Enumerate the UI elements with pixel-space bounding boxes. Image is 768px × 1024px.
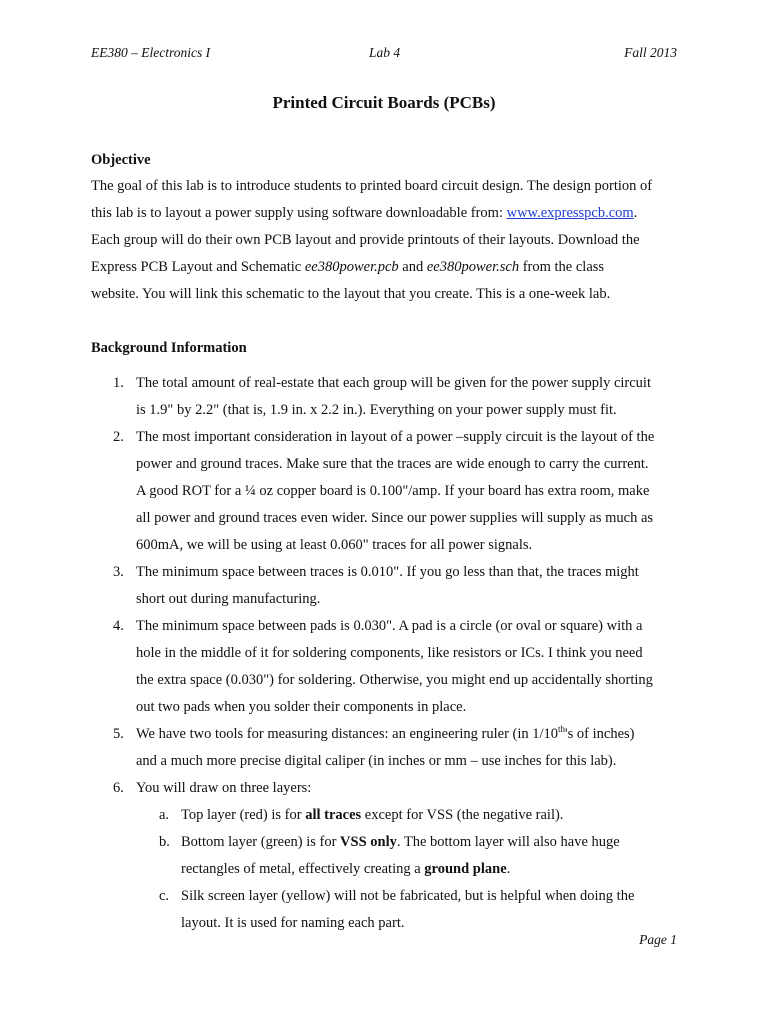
list-line: and a much more precise digital caliper (in inches or mm – use inches for this lab). (136, 753, 617, 769)
objective-line-4-text: Express PCB Layout and Schematic (91, 259, 305, 275)
sub-list-text: Top layer (red) is for (181, 807, 306, 823)
sub-list-text: Bottom layer (green) is for (181, 834, 341, 850)
header-lab: Lab 4 (369, 45, 401, 60)
list-line: The minimum space between pads is 0.030". A pad is a circle (or oval or square) with a (136, 618, 643, 634)
list-line: the extra space (0.030") for soldering. Otherwise, you might end up accidentally shorting (136, 672, 653, 688)
sub-list-item (91, 802, 691, 829)
list-line: is 1.9" by 2.2" (that is, 1.9 in. x 2.2 in.). Everything on your power supply must fit. (136, 402, 617, 418)
sch-filename: ee380power.sch (426, 259, 520, 275)
list-line: A good ROT for a ¼ oz copper board is 0.100"/amp. If your board has extra room, make (136, 483, 650, 499)
sub-list-text-end: except for VSS (the negative rail). (361, 807, 564, 823)
sub-list-letter: b. (159, 834, 170, 850)
objective-paragraph (91, 173, 691, 308)
list-number: 1. (113, 375, 124, 391)
list-line-end: 's of inches) (565, 726, 635, 742)
sub-list-bold: ground plane (424, 861, 507, 877)
page-title: Printed Circuit Boards (PCBs) (272, 93, 496, 112)
list-item (91, 424, 691, 559)
objective-line-4 (91, 254, 691, 281)
superscript-th: th (558, 724, 566, 734)
list-number: 5. (113, 726, 124, 742)
sub-list-line: Silk screen layer (yellow) will not be fabricated, but is helpful when doing the (181, 888, 635, 904)
list-line: hole in the middle of it for soldering components, like resistors or ICs. I think you need (136, 645, 643, 661)
list-line: The total amount of real-estate that each group will be given for the power supply circuit (136, 375, 651, 391)
objective-line-2 (91, 200, 691, 227)
list-line: out two pads when you solder their components in place. (136, 699, 467, 715)
list-line: The minimum space between traces is 0.010". If you go less than that, the traces might (136, 564, 639, 580)
sub-list-text-end: . The bottom layer will also have huge (396, 834, 620, 850)
list-item (91, 370, 691, 424)
page-number: Page 1 (639, 932, 677, 947)
list-item (91, 613, 691, 721)
objective-line-4-and: and (398, 259, 427, 275)
list-line: 600mA, we will be using at least 0.060" traces for all power signals. (136, 537, 533, 553)
objective-line-5: website. You will link this schematic to the layout that you create. This is a one-week lab. (91, 286, 611, 302)
pcb-filename: ee380power.pcb (304, 259, 399, 275)
header-course: EE380 – Electronics I (91, 45, 211, 60)
list-item (91, 559, 691, 613)
objective-line-2-end: . (633, 205, 638, 221)
list-number: 2. (113, 429, 124, 445)
sub-list-bold: all traces (305, 807, 362, 823)
objective-line-3: Each group will do their own PCB layout and provide printouts of their layouts. Download the (91, 232, 640, 248)
sub-list-bold: VSS only (340, 834, 397, 850)
sub-list-text-end: . (506, 861, 511, 877)
list-line: all power and ground traces even wider. Since our power supplies will supply as much as (136, 510, 654, 526)
sub-list-letter: c. (159, 888, 170, 904)
sub-list-line (181, 802, 691, 829)
sub-list-item (91, 829, 691, 883)
sub-list-line: layout. It is used for naming each part. (181, 915, 405, 931)
list-number: 6. (113, 780, 124, 796)
list-line: short out during manufacturing. (136, 591, 321, 607)
list-item (91, 721, 691, 775)
sub-list-line (181, 829, 691, 856)
sub-list-letter: a. (159, 807, 170, 823)
objective-heading: Objective (91, 152, 151, 168)
list-line: power and ground traces. Make sure that the traces are wide enough to carry the current. (136, 456, 649, 472)
objective-line-2-text: this lab is to layout a power supply using software downloadable from: (91, 205, 507, 221)
header-term: Fall 2013 (624, 45, 677, 60)
sub-list-line (181, 856, 691, 883)
sub-list-item (91, 883, 691, 937)
sub-list-text: rectangles of metal, effectively creating a (181, 861, 425, 877)
objective-line-1: The goal of this lab is to introduce students to printed board circuit design. The design portion of (91, 178, 653, 194)
objective-line-4-end: from the class (519, 259, 605, 275)
list-line (136, 721, 691, 748)
list-line-text: We have two tools for measuring distances: an engineering ruler (in 1/10 (136, 726, 559, 742)
list-line: You will draw on three layers: (136, 780, 312, 796)
expresspcb-link[interactable]: www.expresspcb.com (506, 205, 634, 221)
list-number: 3. (113, 564, 124, 580)
list-number: 4. (113, 618, 124, 634)
list-item (91, 775, 691, 802)
background-list (91, 370, 691, 937)
background-heading: Background Information (91, 340, 247, 356)
list-line: The most important consideration in layout of a power –supply circuit is the layout of the (136, 429, 655, 445)
